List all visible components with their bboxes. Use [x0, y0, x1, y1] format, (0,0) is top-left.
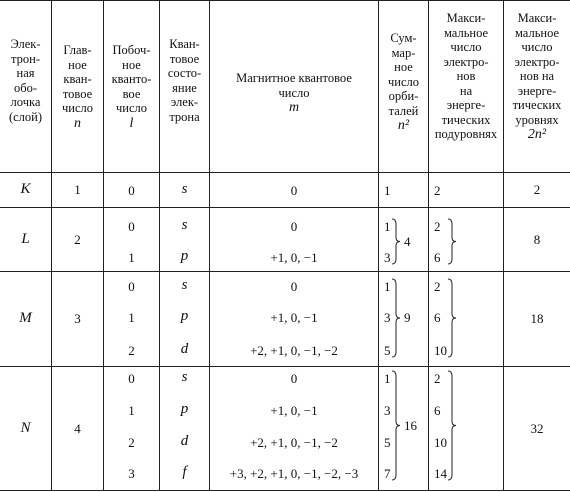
state-symbol: s: [181, 277, 188, 293]
magnetic-values: +1, 0, −1: [270, 310, 318, 325]
brace: [392, 371, 400, 480]
shell-letter: M: [19, 310, 32, 326]
max-sublevel: 2: [434, 279, 441, 294]
header-max-sub-line: число: [450, 40, 482, 54]
header-max-sub-line: энерге-: [446, 98, 486, 112]
magnetic-values: +1, 0, −1: [270, 250, 318, 265]
header-state-line: товое: [169, 51, 200, 66]
header-magnetic-line: m: [288, 100, 300, 115]
magnetic-values: 0: [290, 279, 298, 294]
state-symbol: d: [180, 433, 189, 449]
brace: [392, 279, 400, 357]
magnetic-values: 0: [290, 183, 298, 198]
azimuthal-number: 2: [128, 435, 135, 450]
header-max-sub-line: электро-: [443, 54, 489, 69]
max-sublevel: 6: [434, 250, 441, 265]
max-sublevel: 10: [434, 435, 447, 450]
orbital-count: 7: [384, 466, 391, 481]
orbital-count: 1: [384, 219, 391, 234]
magnetic-values: +2, +1, 0, −1, −2: [250, 343, 338, 358]
azimuthal-number: 0: [128, 371, 135, 386]
header-azimuthal-line: вое: [122, 86, 141, 101]
header-state-line: состо-: [167, 66, 202, 80]
orbital-count: 5: [384, 343, 391, 358]
state-symbol: p: [180, 308, 189, 324]
header-shell-line: обо-: [13, 80, 38, 95]
header-max-level-line: электро-: [514, 54, 560, 69]
header-orbitals-line: мар-: [391, 45, 416, 60]
header-principal-line: число: [61, 101, 93, 115]
header-max-level-line: уровнях: [515, 112, 559, 127]
orbital-total: 9: [404, 310, 411, 325]
orbital-count: 1: [384, 279, 391, 294]
azimuthal-number: 0: [128, 279, 135, 294]
shell-letter: N: [20, 419, 31, 436]
max-level-total: 8: [533, 231, 541, 247]
max-sublevel: 14: [434, 466, 447, 481]
principal-number: 1: [74, 182, 81, 197]
header-magnetic-line: число: [278, 85, 310, 100]
max-sublevel: 10: [434, 343, 447, 358]
header-shell-line: Элек-: [10, 37, 41, 51]
header-shell-line: ная: [16, 66, 35, 80]
header-magnetic-line: Магнитное квантовое: [236, 71, 352, 85]
header-max-sub-line: Макси-: [446, 11, 486, 25]
state-symbol: s: [181, 181, 188, 197]
azimuthal-number: 1: [128, 403, 135, 418]
magnetic-values: +1, 0, −1: [270, 403, 318, 418]
max-level-total: 32: [530, 420, 544, 436]
header-max-sub-line: на: [459, 83, 473, 98]
header-max-level-line: число: [521, 40, 553, 54]
shell-letter: L: [21, 230, 30, 247]
header-azimuthal-line: ное: [122, 57, 141, 72]
magnetic-values: +3, +2, +1, 0, −1, −2, −3: [229, 466, 359, 481]
header-max-sub-line: мальное: [443, 25, 489, 40]
principal-number: 2: [74, 231, 81, 247]
brace: [448, 371, 456, 480]
azimuthal-number: 1: [128, 310, 135, 325]
header-principal-line: кван-: [63, 72, 92, 86]
header-azimuthal-line: число: [115, 101, 147, 115]
header-shell-line: трон-: [11, 51, 40, 66]
brace: [392, 219, 400, 264]
max-sublevel: 2: [434, 183, 441, 198]
azimuthal-number: 0: [128, 183, 135, 198]
header-orbitals-line: Сум-: [390, 31, 417, 45]
state-symbol: p: [180, 401, 189, 417]
orbital-count: 1: [384, 183, 391, 198]
max-sublevel: 6: [434, 403, 441, 418]
header-state-line: Кван-: [169, 37, 200, 51]
header-max-sub-line: тических: [441, 112, 491, 127]
header-state-line: элек-: [170, 95, 199, 109]
header-azimuthal-line: кванто-: [111, 72, 152, 86]
state-symbol: s: [181, 369, 188, 385]
header-principal-line: Глав-: [63, 43, 92, 57]
header-state-line: яние: [172, 80, 197, 95]
principal-number: 3: [74, 311, 81, 326]
orbital-total: 4: [404, 233, 411, 249]
brace: [448, 219, 456, 264]
max-sublevel: 2: [434, 219, 441, 234]
header-orbitals-line: талей: [388, 103, 419, 118]
brace: [448, 279, 456, 357]
max-sublevel: 2: [434, 371, 441, 386]
orbital-count: 3: [384, 310, 391, 325]
header-orbitals-line: орби-: [388, 89, 419, 103]
header-principal-line: n: [74, 115, 81, 131]
header-orbitals-line: n²: [397, 118, 410, 133]
header-principal-line: ное: [68, 57, 87, 72]
max-level-total: 2: [533, 182, 541, 197]
orbital-count: 5: [384, 435, 391, 450]
state-symbol: p: [180, 248, 189, 264]
orbital-count: 3: [384, 403, 391, 418]
header-state-line: трона: [169, 109, 200, 124]
azimuthal-number: 3: [128, 466, 135, 481]
principal-number: 4: [74, 420, 81, 436]
magnetic-values: 0: [290, 219, 298, 234]
header-principal-line: товое: [62, 86, 93, 101]
header-shell-line: лочка: [10, 95, 41, 109]
header-max-sub-line: подуровнях: [434, 127, 498, 141]
header-max-level-line: энерге-: [517, 83, 557, 98]
orbital-count: 3: [384, 250, 391, 265]
max-sublevel: 6: [434, 310, 441, 325]
header-max-level-line: тических: [512, 98, 562, 112]
header-max-level-line: мальное: [514, 25, 560, 40]
header-max-level-line: нов на: [519, 69, 555, 83]
azimuthal-number: 0: [128, 219, 135, 234]
header-max-level-line: 2n²: [527, 127, 547, 142]
header-shell-line: (слой): [8, 109, 43, 124]
magnetic-values: +2, +1, 0, −1, −2: [250, 435, 338, 450]
header-orbitals-line: ное: [394, 60, 413, 74]
state-symbol: s: [181, 217, 188, 233]
azimuthal-number: 1: [128, 250, 135, 265]
header-azimuthal-line: Побоч-: [112, 43, 151, 57]
header-max-level-line: Макси-: [517, 11, 557, 25]
orbital-count: 1: [384, 371, 391, 386]
orbital-total: 16: [404, 417, 417, 433]
shell-letter: K: [20, 181, 31, 197]
header-azimuthal-line: l: [129, 115, 134, 131]
header-orbitals-line: число: [387, 74, 419, 89]
magnetic-values: 0: [290, 371, 298, 386]
max-level-total: 18: [530, 311, 544, 326]
azimuthal-number: 2: [128, 343, 135, 358]
state-symbol: d: [180, 341, 189, 357]
header-max-sub-line: нов: [456, 69, 476, 83]
state-symbol: f: [182, 464, 187, 480]
